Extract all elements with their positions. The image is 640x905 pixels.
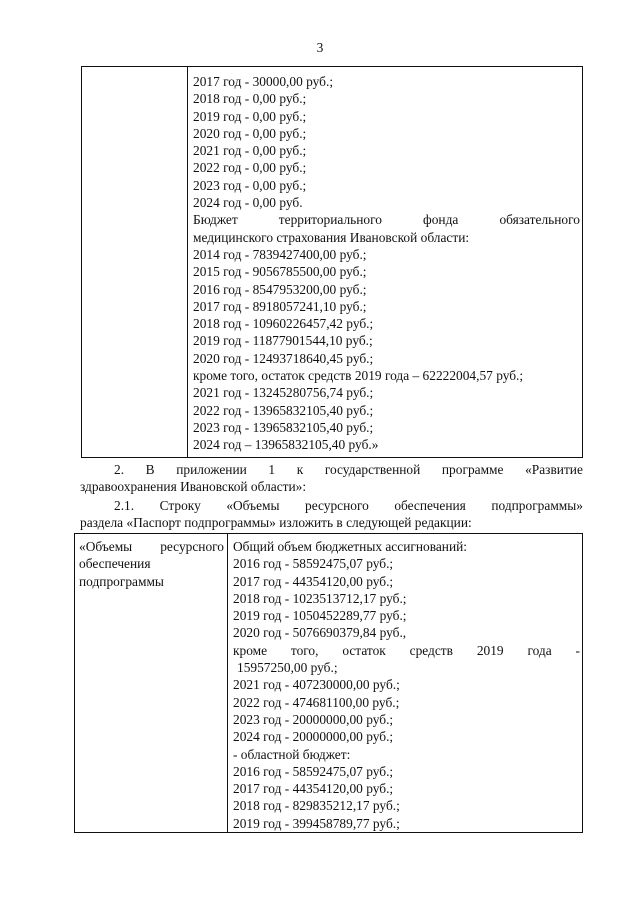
t1-line: 2024 год - 0,00 руб. bbox=[193, 195, 303, 211]
t2-krome-line: кроме того, остаток средств 2019 года - bbox=[233, 642, 580, 658]
table1-content-cell bbox=[188, 67, 583, 458]
t1-line: 2017 год - 8918057241,10 руб.; bbox=[193, 298, 367, 314]
t1-line: 2023 год - 0,00 руб.; bbox=[193, 177, 307, 193]
table-continuation bbox=[81, 66, 583, 458]
t1-line: 2023 год - 13965832105,40 руб.; bbox=[193, 419, 374, 435]
t2-line: 2024 год - 20000000,00 руб.; bbox=[233, 729, 394, 745]
t1-line: 2016 год - 8547953200,00 руб.; bbox=[193, 281, 367, 297]
t1-line: кроме того, остаток средств 2019 года – 62222004,57 руб.; bbox=[193, 368, 524, 384]
t2-line: 2020 год - 5076690379,84 руб., bbox=[233, 625, 407, 641]
paragraph-2 bbox=[80, 461, 583, 496]
t2-line: 2017 год - 44354120,00 руб.; bbox=[233, 573, 394, 589]
t1-line: 2015 год - 9056785500,00 руб.; bbox=[193, 264, 367, 280]
t2-line: 2019 год - 399458789,77 руб.; bbox=[233, 815, 400, 831]
t1-heading-line2: медицинского страхования Ивановской области: bbox=[193, 229, 470, 245]
table1-label-cell bbox=[82, 67, 188, 458]
t2-line: 2016 год - 58592475,07 руб.; bbox=[233, 556, 394, 572]
t2-line: 2019 год - 1050452289,77 руб.; bbox=[233, 608, 407, 624]
para2-line2: здравоохранения Ивановской области»: bbox=[80, 479, 307, 495]
t1-line: 2024 год – 13965832105,40 руб.» bbox=[193, 437, 379, 453]
t1-line: 2020 год - 12493718640,45 руб.; bbox=[193, 350, 374, 366]
para2-line1: 2. В приложении 1 к государственной программе «Развитие bbox=[114, 462, 583, 477]
t1-line: 2020 год - 0,00 руб.; bbox=[193, 125, 307, 141]
t2-label-line1: «Объемы ресурсного bbox=[79, 539, 224, 554]
t1-line: 2018 год - 10960226457,42 руб.; bbox=[193, 316, 374, 332]
t1-line: 2018 год - 0,00 руб.; bbox=[193, 91, 307, 107]
t2-krome-line2: 15957250,00 руб.; bbox=[237, 660, 338, 676]
t2-label-line: обеспечения bbox=[79, 556, 151, 572]
paragraph-2-1 bbox=[80, 497, 583, 532]
t1-line: 2021 год - 13245280756,74 руб.; bbox=[193, 385, 374, 401]
t2-line: 2021 год - 407230000,00 руб.; bbox=[233, 677, 400, 693]
t2-line: 2017 год - 44354120,00 руб.; bbox=[233, 781, 394, 797]
t2-line: 2022 год - 474681100,00 руб.; bbox=[233, 694, 400, 710]
t1-line: 2019 год - 11877901544,10 руб.; bbox=[193, 333, 373, 349]
para3-line1: 2.1. Строку «Объемы ресурсного обеспечения подпрограммы» bbox=[114, 498, 583, 513]
table2-label-cell bbox=[75, 534, 228, 833]
t2-line: - областной бюджет: bbox=[233, 746, 351, 762]
table-resources bbox=[74, 533, 583, 833]
t1-line: 2017 год - 30000,00 руб.; bbox=[193, 74, 334, 89]
t1-line: 2014 год - 7839427400,00 руб.; bbox=[193, 246, 367, 262]
t2-line: 2018 год - 829835212,17 руб.; bbox=[233, 798, 400, 814]
t2-line: 2018 год - 1023513712,17 руб.; bbox=[233, 590, 407, 606]
table2-content-cell bbox=[228, 534, 583, 833]
t2-line: 2023 год - 20000000,00 руб.; bbox=[233, 711, 394, 727]
t2-line: Общий объем бюджетных ассигнований: bbox=[233, 539, 468, 554]
t1-line: 2022 год - 0,00 руб.; bbox=[193, 160, 307, 176]
para3-line2: раздела «Паспорт подпрограммы» изложить в следующей редакции: bbox=[80, 515, 472, 531]
page-number: 3 bbox=[316, 40, 324, 55]
t1-line: 2019 год - 0,00 руб.; bbox=[193, 108, 307, 124]
t1-line: 2021 год - 0,00 руб.; bbox=[193, 143, 307, 159]
t2-line: 2016 год - 58592475,07 руб.; bbox=[233, 763, 394, 779]
t1-heading-line1: Бюджет территориального фонда обязательного bbox=[193, 212, 580, 228]
t2-label-line: подпрограммы bbox=[79, 573, 164, 589]
t1-line: 2022 год - 13965832105,40 руб.; bbox=[193, 402, 374, 418]
